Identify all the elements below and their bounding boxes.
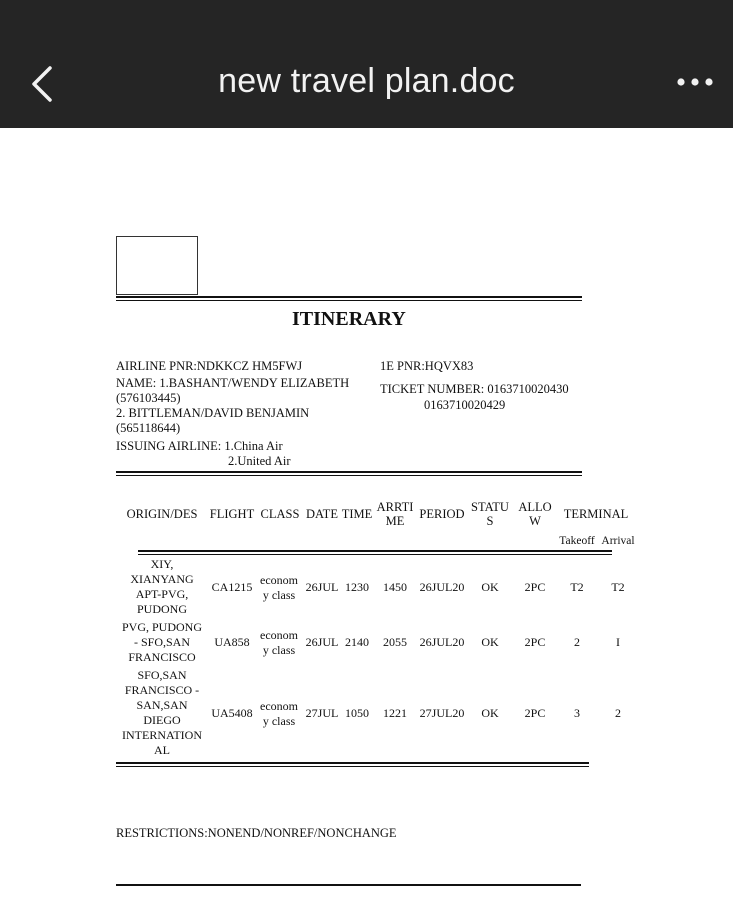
row1-arrival: T2 xyxy=(611,580,625,594)
row3-takeoff: 3 xyxy=(574,706,580,720)
page-heading: ITINERARY xyxy=(292,308,406,330)
header-takeoff: Takeoff xyxy=(559,535,595,547)
row2-arrtime: 2055 xyxy=(383,635,407,649)
issuing-airline-1: ISSUING AIRLINE: 1.China Air xyxy=(116,439,283,453)
row1-class: econom y class xyxy=(260,573,298,602)
row1-date: 26JUL xyxy=(305,580,339,594)
restrictions: RESTRICTIONS:NONEND/NONREF/NONCHANGE xyxy=(116,826,397,840)
document-title: new travel plan.doc xyxy=(218,62,515,100)
passenger-name-1: NAME: 1.BASHANT/WENDY ELIZABETH xyxy=(116,376,350,390)
row1-time: 1230 xyxy=(345,580,369,594)
passenger-id-2: (565118644) xyxy=(116,421,181,435)
row2-period: 26JUL20 xyxy=(419,635,465,649)
ticket-number-1: TICKET NUMBER: 0163710020430 xyxy=(380,382,569,396)
header-terminal: TERMINAL xyxy=(563,507,629,521)
header-date: DATE xyxy=(306,507,338,521)
row1-arrtime: 1450 xyxy=(383,580,407,594)
row2-status: OK xyxy=(481,635,499,649)
row2-allow: 2PC xyxy=(524,635,546,649)
row3-time: 1050 xyxy=(345,706,369,720)
logo-placeholder xyxy=(116,236,198,295)
row3-arrtime: 1221 xyxy=(383,706,407,720)
header-arrival: Arrival xyxy=(601,535,635,547)
row3-period: 27JUL20 xyxy=(419,706,465,720)
header-allow: ALLO W xyxy=(518,500,552,528)
row2-takeoff: 2 xyxy=(574,635,580,649)
row3-origin: SFO,SAN FRANCISCO - SAN,SAN DIEGO INTERNATION AL xyxy=(122,668,202,757)
row2-date: 26JUL xyxy=(305,635,339,649)
header-status: STATU S xyxy=(471,500,509,528)
row3-arrival: 2 xyxy=(615,706,621,720)
passenger-name-2: 2. BITTLEMAN/DAVID BENJAMIN xyxy=(116,406,310,420)
header-period: PERIOD xyxy=(419,507,465,521)
divider-top xyxy=(116,296,582,301)
divider-bottom xyxy=(116,884,581,886)
divider-info xyxy=(116,471,582,476)
issuing-airline-2: 2.United Air xyxy=(228,454,291,468)
row3-class: econom y class xyxy=(260,699,298,728)
passenger-id-1: (576103445) xyxy=(116,391,181,405)
document-page xyxy=(0,128,733,900)
divider-header xyxy=(138,550,612,555)
header-arrtime: ARRTI ME xyxy=(376,500,414,528)
header-time: TIME xyxy=(341,507,373,521)
row3-status: OK xyxy=(481,706,499,720)
row1-origin: XIY, XIANYANG APT-PVG, PUDONG xyxy=(130,557,194,616)
row2-origin: PVG, PUDONG - SFO,SAN FRANCISCO xyxy=(121,620,202,664)
row2-class: econom y class xyxy=(260,628,298,657)
row1-takeoff: T2 xyxy=(570,580,584,594)
row2-flight: UA858 xyxy=(214,635,250,649)
pnr-1e: 1E PNR:HQVX83 xyxy=(380,359,474,373)
row3-date: 27JUL xyxy=(305,706,339,720)
header-origin: ORIGIN/DES xyxy=(126,507,198,521)
row1-status: OK xyxy=(481,580,499,594)
ticket-number-2: 0163710020429 xyxy=(424,398,506,412)
header-flight: FLIGHT xyxy=(209,507,255,521)
row3-allow: 2PC xyxy=(524,706,546,720)
divider-table-bottom xyxy=(116,762,589,767)
row1-flight: CA1215 xyxy=(211,580,253,594)
airline-pnr: AIRLINE PNR:NDKKCZ HM5FWJ xyxy=(116,359,303,373)
more-horizontal-icon[interactable] xyxy=(676,74,716,90)
row1-period: 26JUL20 xyxy=(419,580,465,594)
row3-flight: UA5408 xyxy=(211,706,253,720)
top-bar xyxy=(0,0,733,128)
header-class: CLASS xyxy=(260,507,300,521)
row1-allow: 2PC xyxy=(524,580,546,594)
row2-time: 2140 xyxy=(345,635,369,649)
row2-arrival: I xyxy=(616,635,620,649)
